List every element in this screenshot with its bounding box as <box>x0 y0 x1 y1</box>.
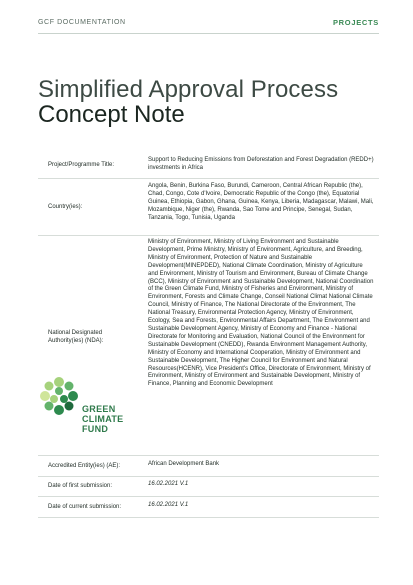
logo-dot <box>68 391 78 401</box>
header-divider <box>38 33 379 34</box>
table-row-first-submission <box>38 476 379 497</box>
row-value: Support to Reducing Emissions from Deforestation and Forest Degradation (REDD+) investments in Africa <box>148 157 374 171</box>
logo-wordmark: GREEN CLIMATE FUND <box>82 404 124 434</box>
row-value: Ministry of Environment, Ministry of Living Environment and Sustainable Development, Prime Ministry, Ministry of Environment, Agriculture, and Breeding, Ministry of Environment, Protection of Nature and Sustainable Development(MINEPDED), National Climate Coordination, Ministry of Agriculture and Environment, Ministry of Tourism and Environment, Bureau of Climate Change (BCC), Ministry of Environment and Sustainable Development, National Coordination of the Green Climate Fund, Ministry of Fisheries and Environment, Ministry of Environment, Forests and Climate Change, Conseil National Climat National Climate Council, Ministry of Finance, The National Directorate of the Environment, The National Treasury, Environmental Protection Agency, Ministry of Environment, Ecology, Sea and Forests, Environmental Affairs Department, The Environment and Sustainable Development Agency, Ministry of Economy and Finance - National Directorate for Monitoring and Evaluation, National Council of the Environment for Sustainable Development (CNEDD), Rwanda Environment Management Authority, Ministry of Economy and International Cooperation, Ministry of Environment and Sustainable Development, The Higher Council for Environment and Natural Resources(HCENR), Vice President's Office, Directorate of Environment, Ministry of Environment, Ministry of Environment and Sustainable Development, Ministry of Finance, Planning and Economic Development <box>148 239 374 388</box>
logo-dot <box>54 377 64 387</box>
logo-dot <box>65 382 74 391</box>
logo-dot <box>45 382 54 391</box>
document-title: Simplified Approval Process <box>38 76 339 103</box>
row-label: National Designated Authority(ies) (NDA): <box>48 330 104 344</box>
row-label: Project/Programme Title: <box>48 162 115 168</box>
row-value: Angola, Benin, Burkina Faso, Burundi, Cameroon, Central African Republic (the), Chad, Congo, Cote d'Ivoire, Democratic Republic of the Congo (the), Equatorial Guinea, Ethiopia, Gabon, Ghana, Guinea, Kenya, Liberia, Madagascar, Malawi, Mali, Mozambique, Niger (the), Rwanda, Sao Tome and Principe, Senegal, Sudan, Tanzania, Togo, Tunisia, Uganda <box>148 183 374 221</box>
row-label: Date of current submission: <box>48 504 122 510</box>
row-value: 16.02.2021 V.1 <box>148 481 189 487</box>
logo-dot <box>45 402 54 411</box>
logo-dot <box>54 405 64 415</box>
logo-dot <box>65 402 74 411</box>
row-label: Date of first submission: <box>48 483 113 489</box>
section-label: PROJECTS <box>332 18 379 27</box>
logo-dot <box>50 395 58 403</box>
logo-dot <box>40 391 50 401</box>
row-label: Country(ies): <box>48 204 83 210</box>
org-label: GCF DOCUMENTATION <box>38 19 126 26</box>
row-value: African Development Bank <box>148 461 220 467</box>
table-row-title <box>38 152 379 179</box>
document-subtitle: Concept Note <box>38 101 185 128</box>
logo-dot <box>55 387 63 395</box>
table-row-countries <box>38 179 379 236</box>
row-label: Accredited Entity(ies) (AE): <box>48 463 121 469</box>
document-header <box>0 0 413 40</box>
table-row-current-submission <box>38 497 379 518</box>
table-row-ae <box>38 455 379 477</box>
row-value: 16.02.2021 V.1 <box>148 502 189 508</box>
logo-dot <box>60 395 68 403</box>
